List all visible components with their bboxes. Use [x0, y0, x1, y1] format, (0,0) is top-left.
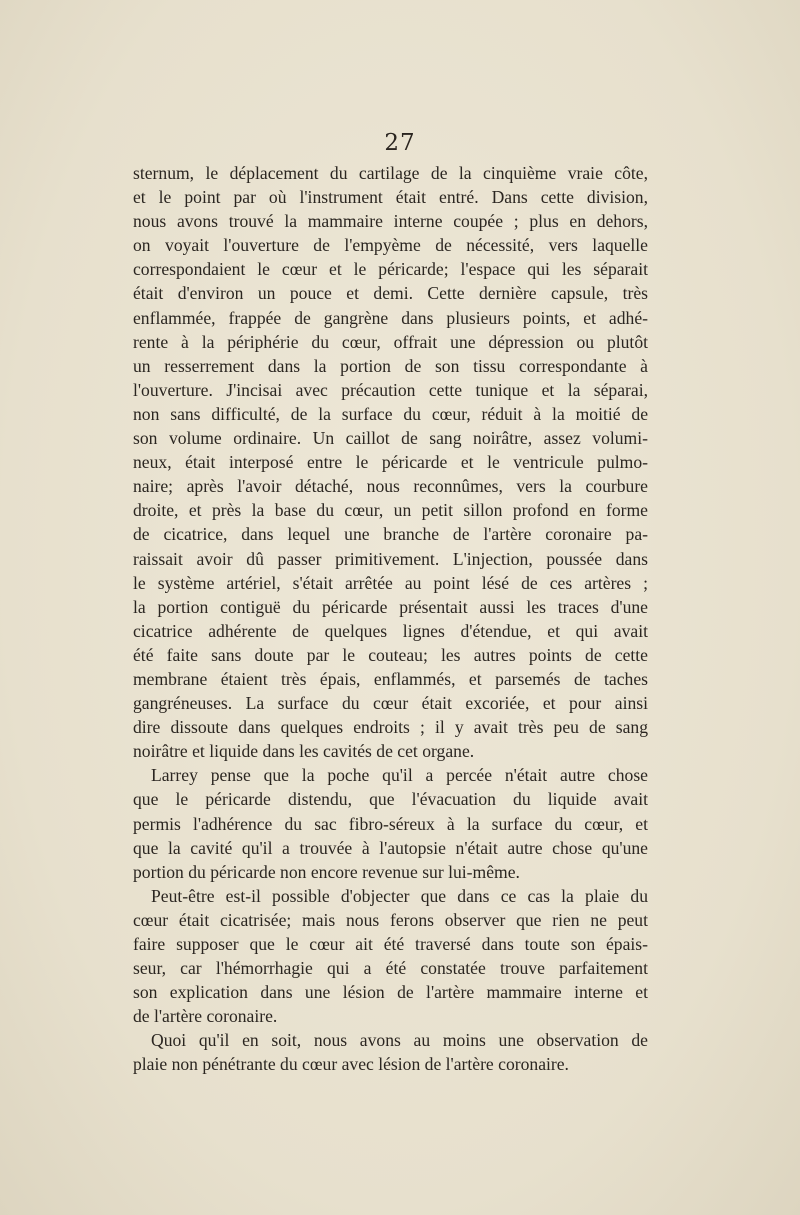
text-line: cœur était cicatrisée; mais nous ferons observer que rien ne peut	[133, 909, 648, 930]
text-line: que le péricarde distendu, que l'évacuation du liquide avait	[133, 789, 648, 810]
text-line: que la cavité qu'il a trouvée à l'autopsie n'était autre chose qu'une	[133, 837, 648, 858]
text-line: noirâtre et liquide dans les cavités de cet organe.	[133, 741, 475, 762]
text-line: dire dissoute dans quelques endroits ; il y avait très peu de sang	[133, 717, 648, 738]
text-line: et le point par où l'instrument était entré. Dans cette division,	[133, 187, 648, 208]
text-line: non sans difficulté, de la surface du cœur, réduit à la moitié de	[133, 403, 648, 424]
text-line: nous avons trouvé la mammaire interne coupée ; plus en dehors,	[133, 211, 648, 232]
body-text	[133, 161, 648, 1077]
text-line: de cicatrice, dans lequel une branche de l'artère coronaire pa-	[133, 524, 648, 545]
text-line: la portion contiguë du péricarde présentait aussi les traces d'une	[133, 596, 648, 617]
text-line: rente à la périphérie du cœur, offrait une dépression ou plutôt	[133, 331, 648, 352]
text-line: gangréneuses. La surface du cœur était excoriée, et pour ainsi	[133, 693, 648, 714]
text-line: permis l'adhérence du sac fibro-séreux à la surface du cœur, et	[133, 813, 648, 834]
text-line: son volume ordinaire. Un caillot de sang noirâtre, assez volumi-	[133, 428, 648, 449]
text-line: sternum, le déplacement du cartilage de la cinquième vraie côte,	[133, 163, 648, 183]
text-line: on voyait l'ouverture de l'empyème de nécessité, vers laquelle	[133, 235, 648, 256]
text-line: Larrey pense que la poche qu'il a percée n'était autre chose	[151, 765, 648, 786]
text-line: correspondaient le cœur et le péricarde; l'espace qui les séparait	[133, 259, 648, 280]
text-line: neux, était interposé entre le péricarde et le ventricule pulmo-	[133, 452, 648, 473]
text-line: plaie non pénétrante du cœur avec lésion de l'artère coronaire.	[133, 1054, 569, 1075]
text-line: Peut-être est-il possible d'objecter que dans ce cas la plaie du	[151, 885, 648, 906]
text-line: de l'artère coronaire.	[133, 1006, 278, 1027]
text-line: été faite sans doute par le couteau; les autres points de cette	[133, 644, 648, 665]
text-line: droite, et près la base du cœur, un petit sillon profond en forme	[133, 500, 648, 521]
text-line: Quoi qu'il en soit, nous avons au moins une observation de	[151, 1030, 648, 1051]
text-line: enflammée, frappée de gangrène dans plusieurs points, et adhé-	[133, 307, 648, 328]
text-line: cicatrice adhérente de quelques lignes d'étendue, et qui avait	[133, 620, 648, 641]
text-line: son explication dans une lésion de l'artère mammaire interne et	[133, 982, 648, 1003]
page-number: 27	[384, 130, 416, 156]
text-line: l'ouverture. J'incisai avec précaution cette tunique et la séparai,	[133, 379, 648, 400]
text-line: un resserrement dans la portion de son tissu correspondante à	[133, 355, 648, 376]
text-line: membrane étaient très épais, enflammés, et parsemés de taches	[133, 668, 648, 689]
text-line: le système artériel, s'était arrêtée au point lésé de ces artères ;	[133, 572, 648, 593]
text-line: seur, car l'hémorrhagie qui a été constatée trouve parfaitement	[133, 958, 648, 979]
text-line: raissait avoir dû passer primitivement. L'injection, poussée dans	[133, 548, 648, 569]
text-line: était d'environ un pouce et demi. Cette dernière capsule, très	[133, 283, 648, 304]
text-line: portion du péricarde non encore revenue sur lui-même.	[133, 861, 520, 882]
text-line: naire; après l'avoir détaché, nous reconnûmes, vers la courbure	[133, 476, 648, 497]
text-line: faire supposer que le cœur ait été traversé dans toute son épais-	[133, 934, 648, 954]
